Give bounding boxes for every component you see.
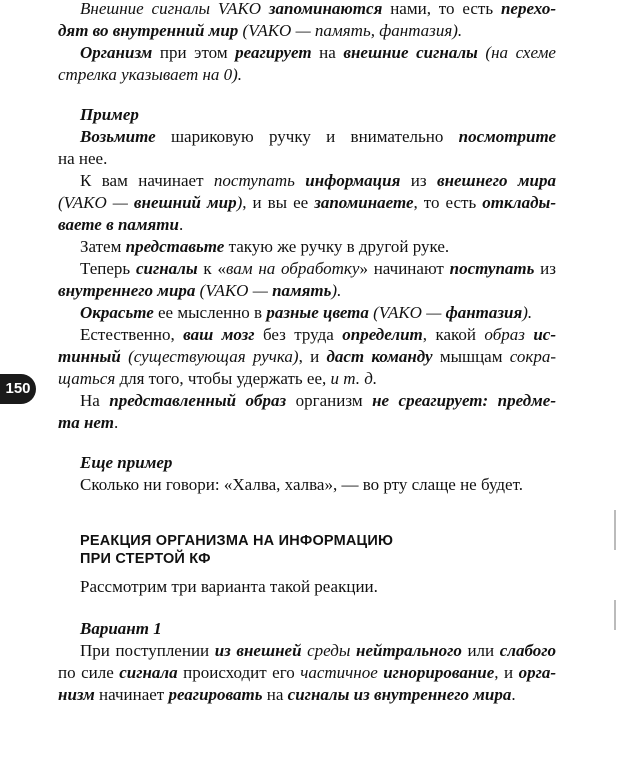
text-run: , какой bbox=[422, 325, 485, 344]
text-run: по силе bbox=[58, 663, 120, 682]
text-run: ). bbox=[331, 281, 342, 300]
text-run: не среагирует: предме- bbox=[372, 391, 556, 410]
text-run: орга- bbox=[518, 663, 556, 682]
text-run: ис- bbox=[533, 325, 556, 344]
text-line bbox=[80, 170, 556, 192]
text-run: начинает bbox=[94, 685, 169, 704]
text-run: образ bbox=[484, 325, 525, 344]
text-run: поступать bbox=[449, 259, 535, 278]
text-run: сигнала bbox=[119, 663, 178, 682]
text-run: из bbox=[400, 171, 437, 190]
text-run: разные цвета bbox=[266, 303, 369, 322]
section-heading-line-1: РЕАКЦИЯ ОРГАНИЗМА НА ИНФОРМАЦИЮ bbox=[80, 533, 394, 549]
text-run: Теперь bbox=[80, 259, 136, 278]
text-run: к « bbox=[197, 259, 226, 278]
page-number-tab: 150 bbox=[0, 374, 36, 404]
text-run: информация bbox=[305, 171, 401, 190]
text-line bbox=[80, 258, 556, 280]
text-run: представленный образ bbox=[109, 391, 287, 410]
text-run: ее мысленно в bbox=[153, 303, 267, 322]
page-edge-mark bbox=[614, 510, 616, 550]
text-run: на bbox=[262, 685, 288, 704]
text-run: фантазия bbox=[445, 303, 523, 322]
text-line bbox=[58, 346, 556, 368]
text-run: на bbox=[311, 43, 344, 62]
text-run: (VAKO — память, фантазия). bbox=[238, 21, 463, 40]
text-run: , и вы ее bbox=[242, 193, 315, 212]
text-run: . bbox=[113, 413, 119, 432]
text-run: происходит его bbox=[177, 663, 301, 682]
text-run: , и bbox=[298, 347, 327, 366]
text-run: та нет bbox=[58, 413, 114, 432]
section-heading-line-2: ПРИ СТЕРТОЙ КФ bbox=[80, 551, 211, 567]
text-run: внешний мир bbox=[133, 193, 237, 212]
text-run: слабого bbox=[499, 641, 557, 660]
text-line bbox=[58, 64, 556, 86]
text-run: сокра- bbox=[509, 347, 556, 366]
text-line bbox=[58, 662, 556, 684]
text-line bbox=[80, 126, 556, 148]
text-run: при этом bbox=[152, 43, 236, 62]
section-subhead bbox=[80, 618, 556, 640]
text-run: Еще пример bbox=[80, 453, 173, 472]
text-line bbox=[80, 324, 556, 346]
text-run: » начинают bbox=[359, 259, 450, 278]
text-run: Сколько ни говори: «Халва, халва», — во рту слаще не будет. bbox=[80, 475, 523, 494]
text-run: запоминаются bbox=[268, 0, 383, 18]
text-run: ваш мозг bbox=[183, 325, 255, 344]
text-run: Внешние сигналы VAKO bbox=[80, 0, 269, 18]
text-line bbox=[80, 474, 556, 496]
text-run: При поступлении bbox=[80, 641, 215, 660]
text-line bbox=[58, 412, 556, 434]
text-run: Организм bbox=[80, 43, 153, 62]
text-run: , и bbox=[494, 663, 519, 682]
page-edge-mark bbox=[614, 600, 616, 630]
text-run: организм bbox=[286, 391, 373, 410]
text-run: ваете в памяти bbox=[58, 215, 179, 234]
section-subhead bbox=[80, 452, 556, 474]
text-line bbox=[80, 576, 556, 598]
text-run: перехо- bbox=[500, 0, 556, 18]
text-run: запоминаете bbox=[314, 193, 414, 212]
section-subhead bbox=[80, 104, 556, 126]
text-run: дят во внутренний мир bbox=[58, 21, 239, 40]
text-line bbox=[80, 236, 556, 258]
text-run: ) bbox=[236, 193, 243, 212]
text-run: реагировать bbox=[168, 685, 263, 704]
text-run: представьте bbox=[125, 237, 225, 256]
text-line bbox=[58, 368, 556, 390]
text-run: низм bbox=[58, 685, 95, 704]
text-run: (VAKO — bbox=[58, 193, 134, 212]
text-run: мышцам bbox=[432, 347, 510, 366]
text-run: посмотрите bbox=[458, 127, 556, 146]
text-run: внутреннего мира bbox=[58, 281, 196, 300]
text-line bbox=[80, 0, 556, 20]
text-run: или bbox=[461, 641, 500, 660]
text-run: Возьмите bbox=[80, 127, 156, 146]
text-run: (на схеме bbox=[477, 43, 556, 62]
text-run: такую же ручку в другой руке. bbox=[224, 237, 450, 256]
text-run: определит bbox=[342, 325, 423, 344]
text-line bbox=[58, 192, 556, 214]
text-run: для того, чтобы удержать ее, bbox=[115, 369, 331, 388]
text-run: (существующая ручка) bbox=[120, 347, 299, 366]
text-run: Вариант 1 bbox=[80, 619, 162, 638]
text-run: Естественно, bbox=[80, 325, 184, 344]
text-run: Затем bbox=[80, 237, 126, 256]
text-run: частичное bbox=[300, 663, 378, 682]
text-run: из внешней bbox=[214, 641, 302, 660]
text-run: На bbox=[80, 391, 110, 410]
text-run: и т. д. bbox=[330, 369, 378, 388]
text-run: отклады- bbox=[482, 193, 557, 212]
text-run: (VAKO — bbox=[195, 281, 273, 300]
text-run bbox=[295, 171, 305, 190]
text-line bbox=[58, 684, 556, 706]
text-line bbox=[58, 214, 556, 236]
text-run: вам на обработку bbox=[225, 259, 360, 278]
text-run: щаться bbox=[58, 369, 116, 388]
text-run: Окрасьте bbox=[80, 303, 154, 322]
text-run: среды bbox=[307, 641, 351, 660]
text-run: внешнего мира bbox=[436, 171, 556, 190]
text-run: тинный bbox=[58, 347, 121, 366]
text-run: стрелка указывает на 0). bbox=[58, 65, 243, 84]
text-run: игнорирование bbox=[383, 663, 495, 682]
text-line bbox=[58, 148, 556, 170]
text-run: без труда bbox=[254, 325, 343, 344]
text-run: К вам начинает bbox=[80, 171, 214, 190]
text-line bbox=[58, 280, 556, 302]
text-run: на нее. bbox=[58, 149, 108, 168]
text-run: ). bbox=[522, 303, 533, 322]
text-run: . bbox=[511, 685, 516, 704]
text-run: , то есть bbox=[413, 193, 483, 212]
text-run: реагирует bbox=[235, 43, 312, 62]
text-run: (VAKO — bbox=[368, 303, 446, 322]
text-run: шариковую ручку и внимательно bbox=[155, 127, 459, 146]
text-run: Пример bbox=[80, 105, 139, 124]
text-run: из bbox=[534, 259, 556, 278]
text-run: . bbox=[178, 215, 184, 234]
text-run: нами, то есть bbox=[382, 0, 501, 18]
text-line bbox=[80, 42, 556, 64]
text-line bbox=[80, 302, 556, 324]
text-run: память bbox=[272, 281, 332, 300]
text-run: даст команду bbox=[326, 347, 433, 366]
text-run: Рассмотрим три варианта такой реакции. bbox=[80, 577, 378, 596]
text-run: сигналы bbox=[135, 259, 198, 278]
text-run: поступать bbox=[213, 171, 295, 190]
text-line bbox=[80, 640, 556, 662]
text-run: нейтрального bbox=[356, 641, 462, 660]
text-line bbox=[58, 20, 556, 42]
text-line bbox=[80, 390, 556, 412]
text-run: сигналы из внутреннего мира bbox=[287, 685, 512, 704]
text-run: внешние сигналы bbox=[343, 43, 478, 62]
